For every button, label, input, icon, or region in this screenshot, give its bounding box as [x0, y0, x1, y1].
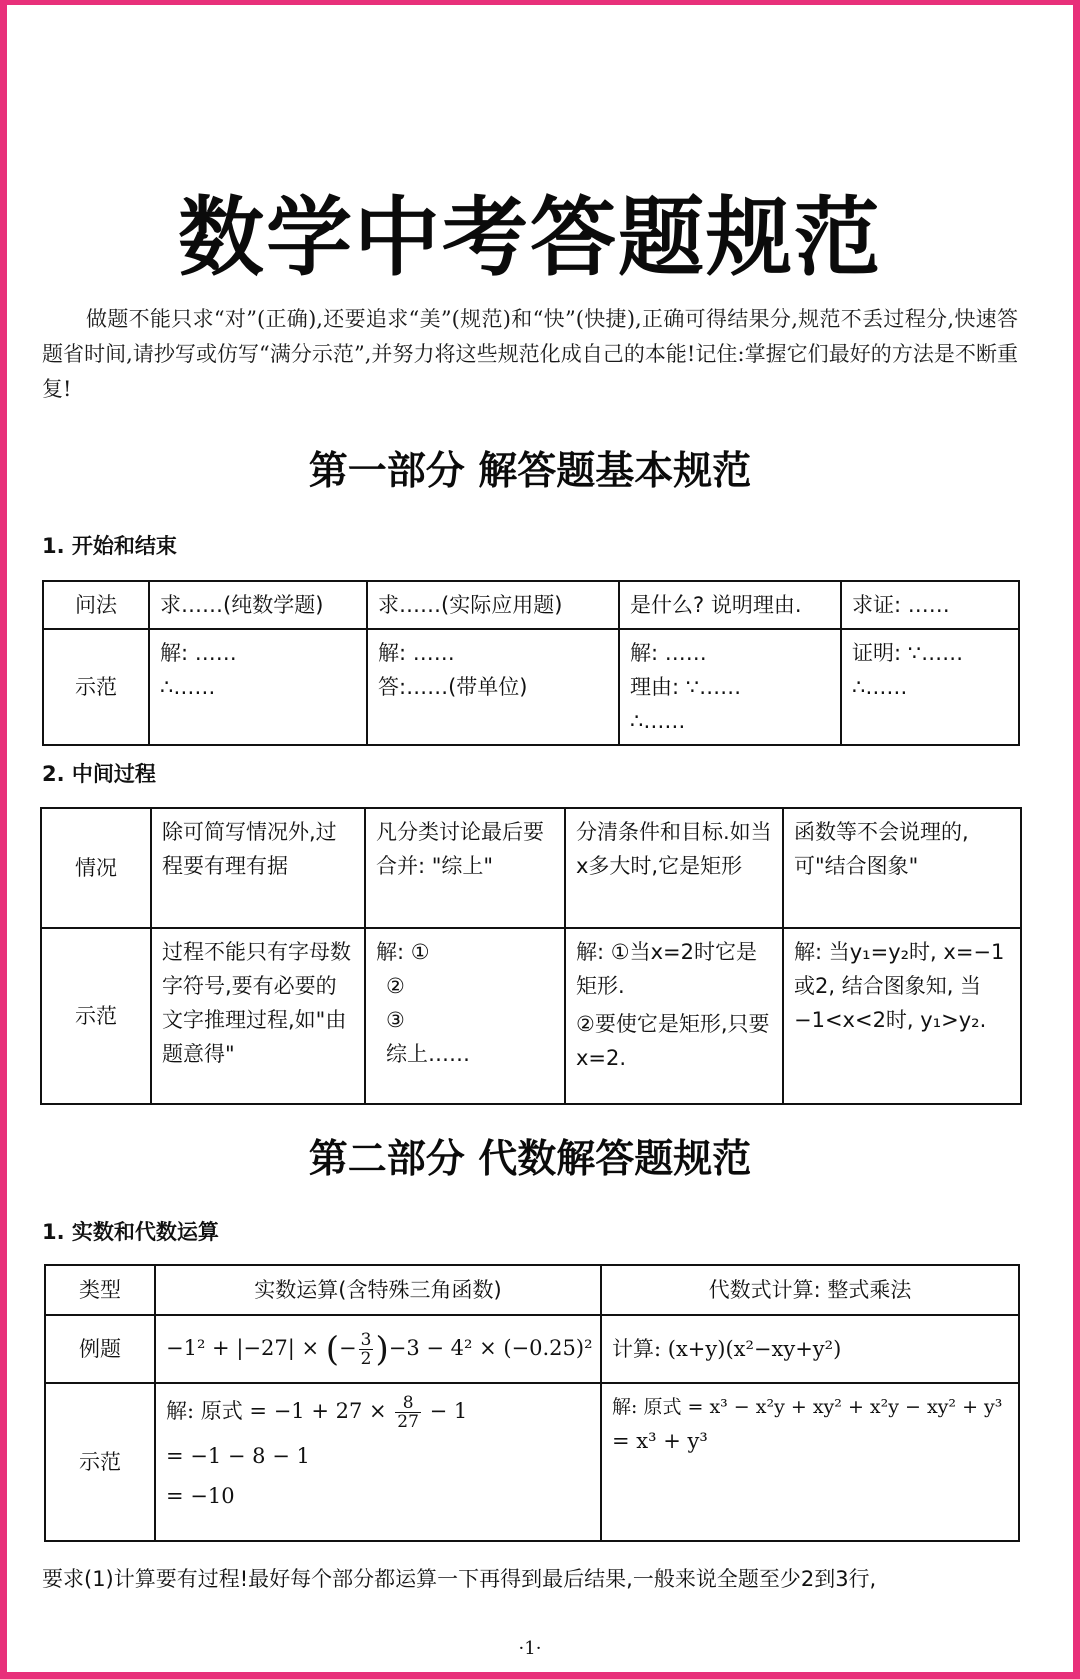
table-cell: 解: 当y₁=y₂时, x=−1或2, 结合图象知, 当−1<x<2时, y₁>y₂.: [783, 928, 1021, 1104]
table-cell: 计算: (x+y)(x²−xy+y²): [601, 1315, 1019, 1383]
table-cell: 解: …… ∴……: [149, 629, 367, 745]
row-label-situation: 情况: [41, 808, 151, 928]
table-cell: 解: 原式 = −1 + 27 × $\frac{8}{27}$ − 1 = −1 − 8 − 1 = −10: [155, 1383, 601, 1541]
table-cell: 解: …… 理由: ∵…… ∴……: [619, 629, 841, 745]
page-title: 数学中考答题规范: [178, 188, 882, 288]
part1-sec1-title: 1. 开始和结束: [42, 534, 177, 558]
process-table: [40, 807, 1022, 1105]
table-cell: −1² + |−27| × (− $\frac{3}{2}$ )−3 − 4² × (−0.25)²: [155, 1315, 601, 1383]
table-cell: 凡分类讨论最后要合并: "综上": [365, 808, 565, 928]
part1-sec2-title: 2. 中间过程: [42, 762, 156, 786]
table-cell: 是什么? 说明理由.: [619, 581, 841, 629]
requirement-note: 要求(1)计算要有过程!最好每个部分都运算一下再得到最后结果,一般来说全题至少2到3行,: [42, 1567, 877, 1591]
row-label-question: 问法: [43, 581, 149, 629]
header-type: 类型: [45, 1265, 155, 1315]
table-cell: 求……(实际应用题): [367, 581, 619, 629]
intro-paragraph: 做题不能只求“对”(正确),还要追求“美”(规范)和“快”(快捷),正确可得结果分,规范不丢过程分,快速答题省时间,请抄写或仿写“满分示范”,并努力将这些规范化成自己的本能!记住:掌握它们最好的方法是不断重复!: [42, 307, 1018, 401]
table-cell: 求……(纯数学题): [149, 581, 367, 629]
table-cell: 过程不能只有字母数字符号,要有必要的文字推理过程,如"由题意得": [151, 928, 365, 1104]
table-cell: 分清条件和目标.如当x多大时,它是矩形: [565, 808, 783, 928]
part1-title: 第一部分 解答题基本规范: [308, 449, 752, 494]
table-cell: 解: 原式 = x³ − x²y + xy² + x²y − xy² + y³ = x³ + y³: [601, 1383, 1019, 1541]
row-label-demo: 示范: [41, 928, 151, 1104]
row-label-demo: 示范: [43, 629, 149, 745]
header-poly-mult: 代数式计算: 整式乘法: [601, 1265, 1019, 1315]
table-cell: 解: …… 答:……(带单位): [367, 629, 619, 745]
algebra-table: [44, 1264, 1020, 1542]
row-label-example: 例题: [45, 1315, 155, 1383]
part2-title: 第二部分 代数解答题规范: [308, 1137, 752, 1182]
row-label-demo: 示范: [45, 1383, 155, 1541]
table-cell: 解: ① ② ③ 综上……: [365, 928, 565, 1104]
table-cell: 证明: ∵…… ∴……: [841, 629, 1019, 745]
table-cell: 求证: ……: [841, 581, 1019, 629]
table-cell: 除可简写情况外,过程要有理有据: [151, 808, 365, 928]
start-end-table: [42, 580, 1020, 746]
table-cell: 解: ①当x=2时它是矩形. ②要使它是矩形,只要x=2.: [565, 928, 783, 1104]
page-number: ·1·: [518, 1638, 542, 1659]
header-real-arith: 实数运算(含特殊三角函数): [155, 1265, 601, 1315]
part2-sec1-title: 1. 实数和代数运算: [42, 1220, 219, 1244]
table-cell: 函数等不会说理的,可"结合图象": [783, 808, 1021, 928]
